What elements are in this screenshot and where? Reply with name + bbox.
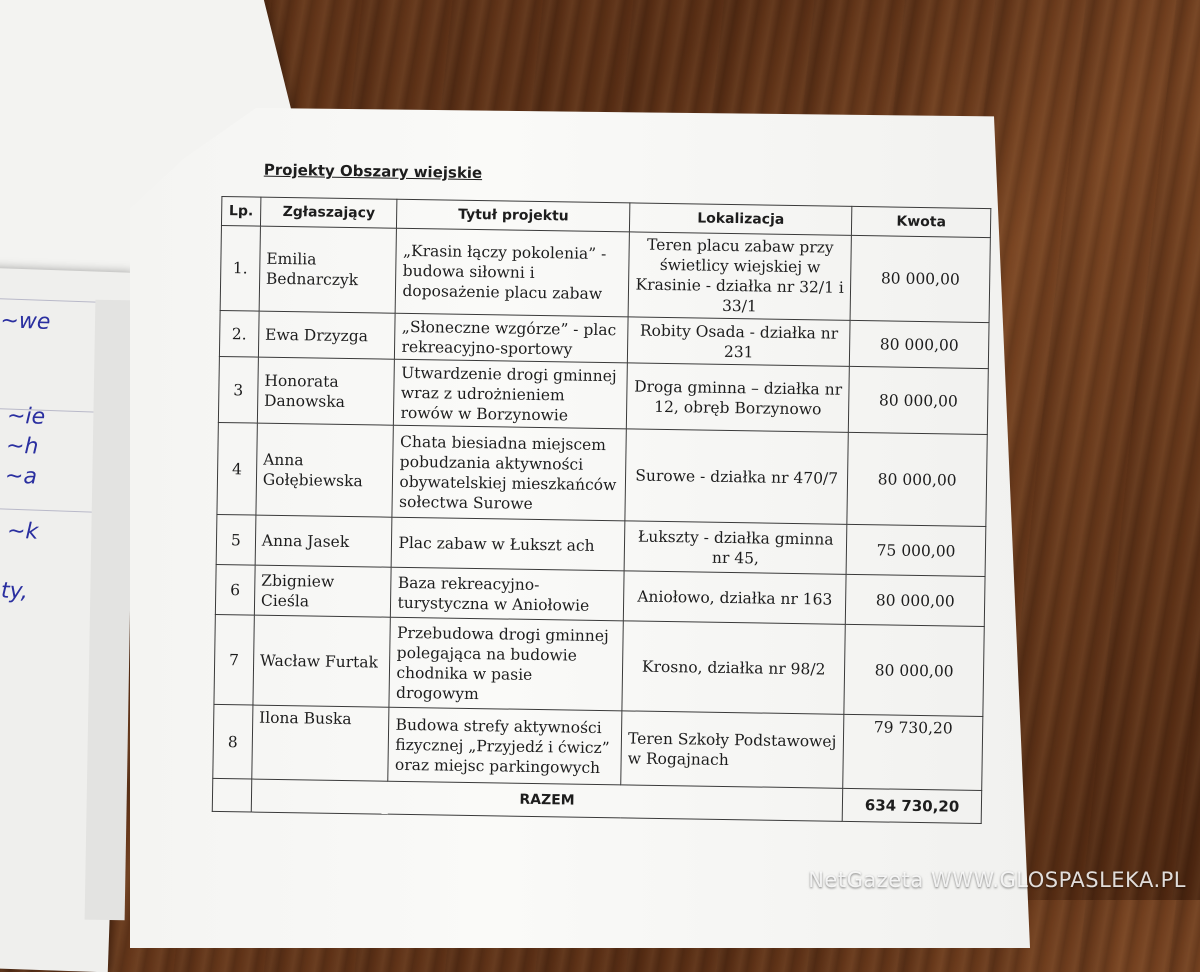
row-amount: 79 730,20	[843, 714, 983, 790]
row-lp: 1.	[220, 225, 260, 311]
row-title: Plac zabaw w Łukszt ach	[392, 517, 625, 571]
row-applicant: Anna Jasek	[255, 515, 392, 567]
header-applicant: Zgłaszający	[260, 197, 397, 228]
row-title: Budowa strefy aktywności fizycznej „Przyjedź i ćwicz” oraz miejsc parkingowych	[388, 707, 622, 785]
document	[212, 160, 1012, 824]
row-amount: 80 000,00	[844, 624, 984, 716]
row-lp: 5	[216, 514, 256, 565]
row-title: Utwardzenie drogi gminnej wraz z udrożnieniem rowów w Borzynowie	[394, 359, 628, 429]
header-title: Tytuł projektu	[397, 199, 630, 232]
row-amount: 80 000,00	[850, 235, 990, 322]
row-lp: 4	[217, 422, 257, 515]
row-location: Teren placu zabaw przy świetlicy wiejskiej w Krasinie - działka nr 32/1 i 33/1	[628, 232, 851, 320]
row-location: Droga gminna – działka nr 12, obręb Borzynowo	[626, 363, 849, 432]
total-empty-cell	[212, 778, 251, 812]
row-amount: 75 000,00	[846, 524, 986, 576]
row-amount: 80 000,00	[850, 320, 989, 368]
row-lp: 7	[214, 614, 254, 705]
row-lp: 8	[213, 704, 253, 779]
row-title: „Słoneczne wzgórze” - plac rekreacyjno-sportowy	[395, 313, 628, 363]
row-lp: 3	[218, 356, 258, 423]
row-title: „Krasin łączy pokolenia” - budowa siłowni i doposażenie placu zabaw	[396, 228, 630, 317]
row-amount: 80 000,00	[849, 366, 989, 434]
row-location: Krosno, działka nr 98/2	[622, 621, 846, 714]
header-location: Lokalizacja	[629, 203, 852, 235]
projects-table	[212, 196, 992, 824]
row-amount: 80 000,00	[846, 574, 986, 626]
table-row	[218, 356, 988, 434]
watermark: NetGazeta WWW.GLOSPASLEKA.PL	[808, 868, 1186, 892]
table-row	[213, 704, 983, 790]
row-applicant: Wacław Furtak	[253, 615, 391, 707]
table-row	[220, 225, 990, 322]
row-applicant: Zbigniew Cieśla	[254, 565, 391, 617]
total-amount: 634 730,20	[842, 788, 981, 823]
row-applicant: Anna Gołębiewska	[256, 423, 394, 517]
row-title: Przebudowa drogi gminnej polegająca na budowie chodnika w pasie drogowym	[389, 617, 623, 711]
row-location: Teren Szkoły Podstawowej w Rogajnach	[621, 711, 844, 788]
row-title: Chata biesiadna miejscem pobudzania aktywności obywatelskiej mieszkańców sołectwa Surowe	[392, 425, 626, 521]
row-location: Surowe - działka nr 470/7	[625, 429, 849, 524]
header-lp: Lp.	[221, 197, 260, 227]
table-row	[217, 422, 987, 526]
row-location: Aniołowo, działka nr 163	[623, 571, 846, 624]
row-lp: 2.	[219, 310, 259, 357]
row-applicant: Emilia Bednarczyk	[259, 226, 397, 313]
row-lp: 6	[215, 564, 255, 615]
row-location: Łukszty - działka gminna nr 45,	[624, 521, 847, 574]
row-applicant: Ilona Buska	[252, 705, 390, 781]
row-amount: 80 000,00	[847, 432, 987, 526]
background-handwritten-paper: ~we ~ie ~h ~a ~k ty,	[0, 268, 132, 972]
total-label: RAZEM	[251, 779, 843, 821]
document-title: Projekty Obszary wiejskie	[263, 160, 483, 183]
table-row	[214, 614, 984, 716]
row-applicant: Ewa Drzyzga	[258, 311, 395, 359]
row-location: Robity Osada - działka nr 231	[627, 317, 850, 366]
header-amount: Kwota	[852, 206, 991, 237]
row-title: Baza rekreacyjno-turystyczna w Aniołowie	[391, 567, 624, 621]
row-applicant: Honorata Danowska	[257, 357, 395, 425]
